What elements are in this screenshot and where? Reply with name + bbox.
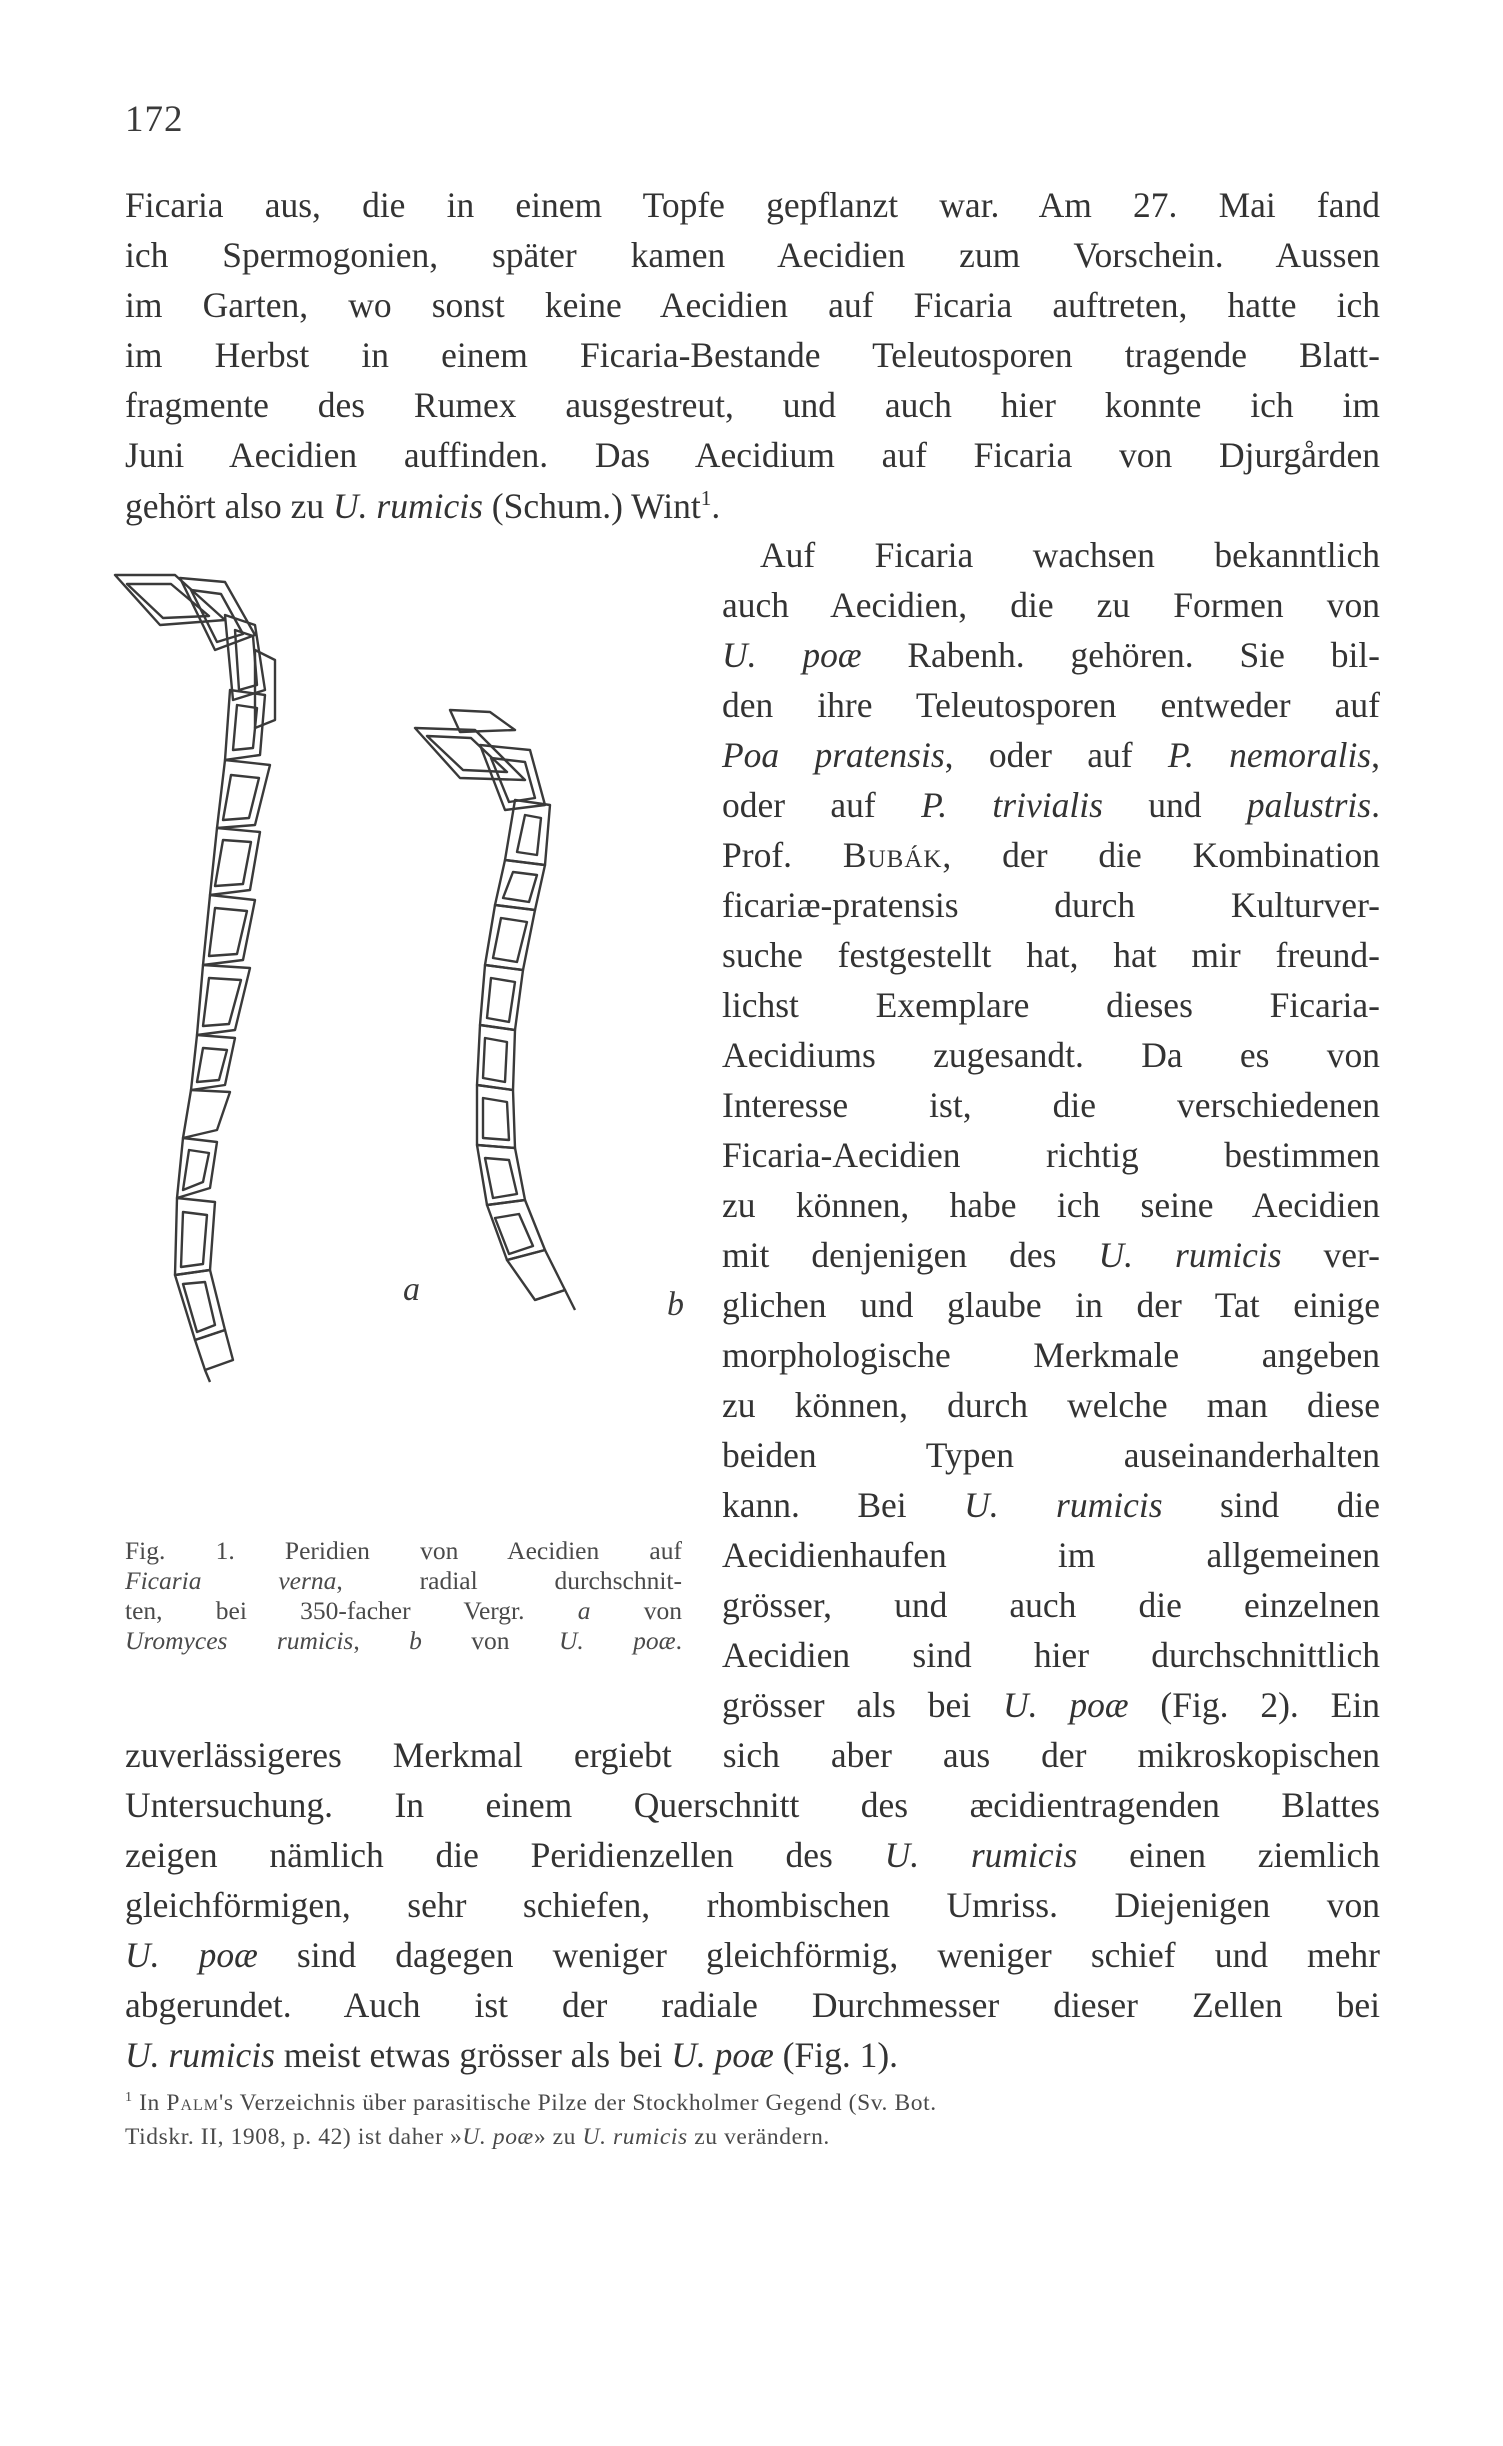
species-name: palustris xyxy=(1246,785,1372,825)
text-line: zuverlässigeres Merkmal ergiebt sich aber aus der mikroskopischen xyxy=(125,1735,1380,1775)
text-run: und xyxy=(1102,785,1247,825)
species-name: U. poæ xyxy=(125,1935,258,1975)
text-run: ten, bei 350-facher Vergr. xyxy=(125,1596,578,1625)
text-line: Aecidien sind hier durchschnittlich xyxy=(722,1635,1380,1675)
text-run: . xyxy=(1371,785,1380,825)
text-line xyxy=(722,785,1380,825)
text-run: oder auf xyxy=(722,785,922,825)
species-name: U. rumicis xyxy=(582,2124,688,2150)
species-name: U. poæ xyxy=(462,2124,534,2150)
text-line: zu können, durch welche man diese xyxy=(722,1385,1380,1425)
text-line xyxy=(722,1685,1380,1725)
text-line: Juni Aecidien auffinden. Das Aecidium auf Ficaria von Djurgården xyxy=(125,435,1380,475)
text-line: Untersuchung. In einem Querschnitt des æcidientragenden Blattes xyxy=(125,1785,1380,1825)
text-line xyxy=(125,485,1380,526)
text-run: , oder auf xyxy=(944,735,1168,775)
text-run: 's Verzeichnis über parasitische Pilze der Stockholmer Gegend (Sv. Bot. xyxy=(219,2089,937,2116)
species-name: U. rumicis xyxy=(1098,1235,1282,1275)
text-line: Ficaria aus, die in einem Topfe gepflanzt war. Am 27. Mai fand xyxy=(125,185,1380,225)
peridium-a xyxy=(115,575,275,1382)
text-run: . xyxy=(711,485,721,526)
text-line: Aecidienhaufen im allgemeinen xyxy=(722,1535,1380,1575)
text-line: abgerundet. Auch ist der radiale Durchmesser dieser Zellen bei xyxy=(125,1985,1380,2025)
text-line xyxy=(125,2035,1380,2075)
text-line: suche festgestellt hat, hat mir freund- xyxy=(722,935,1380,975)
text-line: morphologische Merkmale angeben xyxy=(722,1335,1380,1375)
text-line: gleichförmigen, sehr schiefen, rhombischen Umriss. Diejenigen von xyxy=(125,1885,1380,1925)
text-line: beiden Typen auseinanderhalten xyxy=(722,1435,1380,1475)
species-name: Poa pratensis xyxy=(722,735,945,775)
text-line: zu können, habe ich seine Aecidien xyxy=(722,1185,1380,1225)
text-line xyxy=(722,835,1381,875)
species-name: U. rumicis xyxy=(125,2035,275,2075)
text-line xyxy=(722,1235,1380,1275)
peridium-b xyxy=(415,710,575,1310)
text-run: (Fig. 1). xyxy=(773,2035,899,2075)
text-line: Auf Ficaria wachsen bekanntlich xyxy=(760,535,1380,575)
figure-label-b: b xyxy=(667,1286,684,1323)
footnote-ref: 1 xyxy=(700,486,712,510)
text-line: im Garten, wo sonst keine Aecidien auf Ficaria auftreten, hatte ich xyxy=(125,285,1380,325)
text-run: zeigen nämlich die Peridienzellen des xyxy=(125,1835,885,1875)
text-run: (Schum.) Wint xyxy=(482,485,701,526)
text-line xyxy=(722,635,1380,675)
text-run: a xyxy=(577,1596,591,1625)
text-run: zu verändern. xyxy=(687,2124,830,2150)
text-run: (Fig. 2). Ein xyxy=(1128,1685,1380,1725)
text-line xyxy=(722,735,1380,775)
text-run: meist etwas grösser als bei xyxy=(274,2035,672,2075)
text-run: . xyxy=(675,1626,683,1655)
figure-peridia-drawing xyxy=(105,570,710,1515)
footnote-line xyxy=(125,2126,1380,2150)
text-run: grösser als bei xyxy=(722,1685,1003,1725)
text-run: , radial durchschnit- xyxy=(336,1566,682,1595)
text-run: einen ziemlich xyxy=(1077,1835,1380,1875)
species-name: Ficaria verna xyxy=(125,1566,337,1595)
text-run: kann. Bei xyxy=(722,1485,965,1525)
text-line: glichen und glaube in der Tat einige xyxy=(722,1285,1380,1325)
text-run: , der die Kombination xyxy=(942,835,1381,875)
text-line: im Herbst in einem Ficaria-Bestande Teleutosporen tragende Blatt- xyxy=(125,335,1380,375)
text-line: lichst Exemplare dieses Ficaria- xyxy=(722,985,1380,1025)
text-run: b xyxy=(409,1626,422,1655)
species-name: U. poæ xyxy=(722,635,862,675)
species-name: P. nemoralis xyxy=(1167,735,1372,775)
text-line: Interesse ist, die verschiedenen xyxy=(722,1085,1380,1125)
text-line: Ficaria-Aecidien richtig bestimmen xyxy=(722,1135,1380,1175)
text-run: » zu xyxy=(533,2124,583,2150)
text-line: auch Aecidien, die zu Formen von xyxy=(722,585,1380,625)
text-line xyxy=(125,1835,1380,1875)
species-name: U. poæ xyxy=(558,1626,676,1655)
species-name: U. poæ xyxy=(1002,1685,1129,1725)
text-run: , xyxy=(353,1626,410,1655)
text-run: gehört also zu xyxy=(125,485,334,526)
text-run: von xyxy=(590,1596,682,1625)
text-run: In xyxy=(132,2089,167,2116)
figure-label-a: a xyxy=(403,1271,420,1308)
text-run: ver- xyxy=(1281,1235,1380,1275)
species-name: U. rumicis xyxy=(333,485,483,526)
figure-caption-line: Fig. 1. Peridien von Aecidien auf xyxy=(125,1536,682,1565)
page-number: 172 xyxy=(125,99,184,140)
text-run: Rabenh. gehören. Sie bil- xyxy=(861,635,1380,675)
text-run: sind die xyxy=(1162,1485,1380,1525)
text-line: fragmente des Rumex ausgestreut, und auch hier konnte ich im xyxy=(125,385,1380,425)
author-name: Palm xyxy=(166,2089,220,2116)
figure-caption-line xyxy=(125,1628,682,1654)
species-name: Uromyces rumicis xyxy=(125,1626,354,1655)
figure-caption-line xyxy=(125,1568,682,1594)
text-line: ficariæ-pratensis durch Kulturver- xyxy=(722,885,1380,925)
species-name: P. trivialis xyxy=(921,785,1103,825)
species-name: U. poæ xyxy=(671,2035,774,2075)
figure-caption-line xyxy=(125,1598,682,1624)
text-line xyxy=(125,1935,1380,1975)
text-run: , xyxy=(1371,735,1380,775)
text-line: Aecidiums zugesandt. Da es von xyxy=(722,1035,1380,1075)
text-run: Tidskr. II, 1908, p. 42) ist daher » xyxy=(125,2124,463,2150)
species-name: U. rumicis xyxy=(964,1485,1163,1525)
text-run: Prof. xyxy=(722,835,843,875)
author-name: Bubák xyxy=(842,835,943,875)
footnote-marker: 1 xyxy=(125,2089,133,2105)
text-line: ich Spermogonien, später kamen Aecidien zum Vorschein. Aussen xyxy=(125,235,1380,275)
text-run: sind dagegen weniger gleichförmig, weniger schief und mehr xyxy=(257,1935,1380,1975)
text-run: von xyxy=(421,1626,559,1655)
text-run: mit denjenigen des xyxy=(722,1235,1099,1275)
footnote-line xyxy=(125,2090,1380,2115)
text-line: grösser, und auch die einzelnen xyxy=(722,1585,1380,1625)
text-line xyxy=(722,1485,1380,1525)
species-name: U. rumicis xyxy=(884,1835,1078,1875)
text-line: den ihre Teleutosporen entweder auf xyxy=(722,685,1380,725)
